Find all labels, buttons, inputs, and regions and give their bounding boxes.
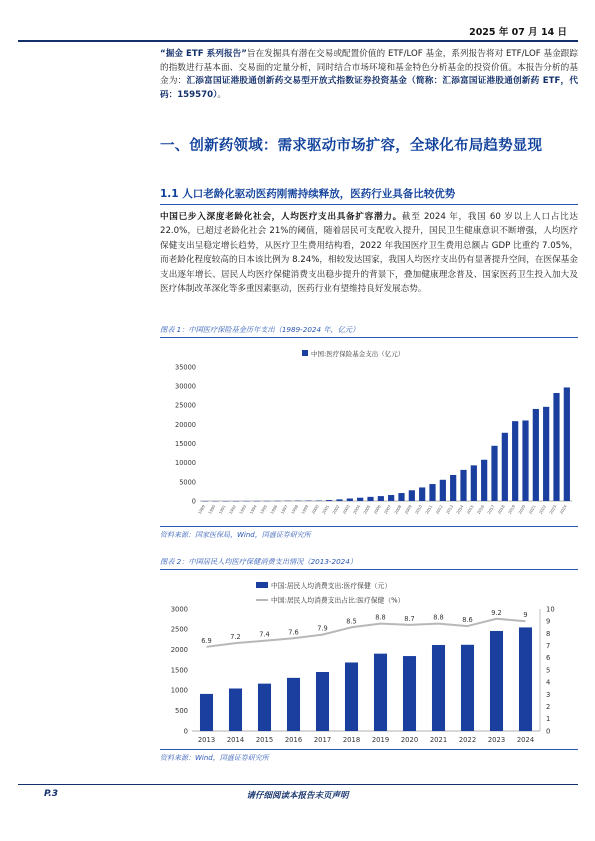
x-tick-label: 2004: [351, 504, 362, 515]
figure1-title: 图表 1：中国医疗保险基金历年支出（1989-2024 年，亿元）: [160, 325, 360, 334]
bar: [519, 627, 532, 731]
bar: [287, 678, 300, 731]
legend-swatch-bar: [256, 582, 268, 588]
x-tick-label: 2008: [393, 504, 403, 515]
y-left-tick-label: 1500: [170, 666, 188, 675]
intro-paragraph: [160, 48, 578, 102]
bar: [533, 409, 539, 501]
bar: [429, 484, 435, 501]
y-left-tick-label: 0: [183, 727, 188, 736]
x-tick-label: 2021: [429, 736, 448, 744]
y-tick-label: 5000: [179, 478, 196, 487]
intro-text: 旨在发掘具有潜在交易或配置价值的 ETF/LOF 基金，系列报告将对 ETF/LOF 基金跟踪的指数进行基本面、交易面的定量分析，同时结合市场环境和基金特色分析基金的投资价值。本报告分析的基金为：: [160, 49, 578, 87]
y-right-tick-label: 5: [546, 666, 551, 675]
data-label: 7.6: [288, 628, 299, 637]
data-label: 6.9: [201, 636, 212, 645]
y-tick-label: 35000: [175, 363, 196, 372]
subsection-title: 1.1 人口老龄化驱动医药刚需持续释放，医药行业具备比较优势: [160, 188, 456, 200]
x-tick-label: 2023: [487, 736, 506, 744]
x-tick-label: 2007: [382, 504, 393, 515]
header-rule: [18, 40, 578, 42]
bar: [229, 689, 242, 731]
y-tick-label: 10000: [175, 459, 196, 468]
figure1-rule: [160, 337, 578, 338]
data-label: 7.9: [317, 624, 328, 633]
bar: [553, 393, 559, 501]
body-lead: 中国已步入深度老龄化社会，人均医疗支出具备扩容潜力。: [160, 212, 402, 222]
bar: [258, 684, 271, 731]
bar: [490, 631, 503, 731]
body-text: 截至 2024 年，我国 60 岁以上人口占比达 22.0%，已超过老龄化社会 21%的阈值，随着居民可支配收入提升，国民卫生健康意识不断增强，人均医疗保健支出呈稳定增长趋势，从医疗卫生费用结构看，2022 年我国医疗卫生费用总额占 GDP 比重约 7.05%，而老龄化程度较高的日本该比例为 8.24%，相较发达国家，我国人均医疗支出仍有显著提升空间，在医保基金支出逐年增长、居民人均医疗保健消费支出稳步提升的背景下，叠加健康理念普及、国家医药卫生投入加大及医疗体制改革深化等多重因素驱动，医药行业有望维持良好发展态势。: [160, 212, 578, 295]
x-tick-label: 2009: [403, 504, 413, 515]
x-tick-label: 2020: [400, 736, 419, 744]
bar: [374, 654, 387, 731]
x-tick-label: 2017: [486, 504, 496, 515]
x-tick-label: 2018: [342, 736, 361, 744]
x-tick-label: 2000: [310, 504, 320, 515]
bar: [491, 446, 497, 501]
legend-label-bar: 中国:居民人均消费支出:医疗保健（元）: [271, 582, 392, 590]
x-tick-label: 1994: [248, 504, 258, 515]
bar: [200, 694, 213, 731]
y-right-tick-label: 2: [546, 703, 551, 711]
bar: [398, 493, 404, 501]
legend-swatch: [302, 350, 308, 356]
x-tick-label: 2013: [197, 736, 216, 744]
x-tick-label: 2022: [537, 504, 548, 515]
data-label: 7.2: [230, 633, 241, 642]
bar: [440, 480, 446, 501]
x-tick-label: 1997: [279, 504, 289, 515]
x-tick-label: 2022: [458, 736, 477, 744]
y-tick-label: 20000: [175, 420, 196, 429]
section-title: 一、创新药领域：需求驱动市场扩容，全球化布局趋势显现: [160, 138, 543, 154]
data-label: 8.8: [433, 613, 444, 622]
x-tick-label: 1993: [238, 504, 248, 515]
y-left-tick-label: 2000: [170, 646, 188, 655]
x-tick-label: 2019: [371, 736, 390, 744]
x-tick-label: 2013: [444, 504, 455, 515]
y-right-tick-label: 3: [546, 690, 551, 699]
figure2-title: 图表 2：中国居民人均医疗保健消费支出情况（2013-2024）: [160, 557, 357, 566]
bar: [367, 497, 373, 501]
y-tick-label: 15000: [175, 439, 196, 448]
y-left-tick-label: 1000: [170, 686, 188, 695]
x-tick-label: 2012: [434, 504, 444, 515]
figure1-bottom-rule: [160, 526, 578, 527]
bar: [564, 387, 570, 501]
x-tick-label: 2018: [496, 504, 506, 515]
x-tick-label: 2016: [284, 736, 303, 744]
figure1-chart: [160, 341, 578, 526]
bar: [336, 499, 342, 501]
x-tick-label: 2015: [255, 736, 274, 744]
y-left-tick-label: 500: [175, 707, 188, 716]
x-tick-label: 1996: [269, 504, 279, 515]
x-tick-label: 1999: [300, 504, 310, 515]
bar: [481, 460, 487, 501]
series-line: [207, 619, 526, 647]
x-tick-label: 2019: [506, 504, 517, 515]
x-tick-label: 1998: [289, 504, 300, 515]
legend-label: 中国:医疗保险基金支出（亿元）: [311, 350, 405, 358]
bar: [419, 487, 425, 501]
x-tick-label: 1991: [217, 504, 227, 515]
bar: [403, 656, 416, 731]
figure2-chart: [160, 573, 578, 749]
body-paragraph: [160, 210, 578, 296]
data-label: 8.8: [375, 613, 386, 622]
bar: [450, 475, 456, 501]
x-tick-label: 2024: [516, 736, 535, 744]
x-tick-label: 2021: [527, 504, 537, 515]
x-tick-label: 2024: [558, 504, 568, 515]
x-tick-label: 2017: [313, 736, 332, 744]
bar: [512, 421, 518, 501]
y-left-tick-label: 2500: [170, 625, 188, 634]
bar: [522, 420, 528, 501]
y-right-tick-label: 8: [546, 629, 551, 638]
bar: [543, 407, 549, 501]
x-tick-label: 2010: [413, 504, 424, 515]
figure2-bottom-rule: [160, 749, 578, 750]
x-tick-label: 2005: [362, 504, 372, 515]
subsection-rule: [160, 204, 578, 205]
bar: [502, 433, 508, 501]
x-tick-label: 2014: [455, 504, 465, 515]
figure2-rule: [160, 569, 578, 570]
intro-tail: 。: [217, 89, 226, 100]
x-tick-label: 2001: [320, 504, 331, 515]
x-tick-label: 2006: [372, 504, 382, 515]
y-tick-label: 30000: [175, 382, 196, 391]
bar: [347, 499, 353, 501]
data-label: 8.6: [462, 616, 473, 625]
y-right-tick-label: 1: [546, 715, 551, 724]
x-tick-label: 2023: [548, 504, 558, 515]
y-left-tick-label: 3000: [170, 605, 188, 614]
bar: [316, 672, 329, 731]
y-tick-label: 0: [191, 497, 196, 506]
data-label: 8.5: [346, 617, 357, 626]
data-label: 9: [523, 611, 528, 620]
y-right-tick-label: 4: [546, 678, 551, 687]
x-tick-label: 2016: [475, 504, 486, 515]
footer-rule: [18, 784, 578, 785]
bar: [378, 496, 384, 501]
bar: [326, 500, 332, 501]
page-number: P.3: [44, 789, 58, 799]
bar: [461, 645, 474, 731]
x-tick-label: 2003: [341, 504, 351, 515]
x-tick-label: 2014: [226, 736, 245, 744]
x-tick-label: 1989: [196, 504, 207, 515]
bar: [460, 470, 466, 501]
x-tick-label: 1992: [227, 504, 238, 515]
x-tick-label: 2002: [331, 504, 341, 515]
figure1-source: 资料来源：国家医保局，Wind，国盛证券研究所: [160, 531, 311, 539]
fund-name: 汇添富国证港股通创新药交易型开放式指数证券投资基金（简称：汇添富国证港股通创新药 ETF，代码：159570）: [160, 76, 578, 100]
footer-disclaimer: 请仔细阅读本报告末页声明: [246, 791, 349, 801]
y-tick-label: 25000: [175, 401, 196, 410]
y-right-tick-label: 10: [546, 605, 555, 614]
data-label: 7.4: [259, 630, 270, 639]
legend-label-line: 中国:居民人均消费支出占比:医疗保健（%）: [271, 596, 405, 605]
bar: [432, 645, 445, 731]
y-right-tick-label: 7: [546, 642, 551, 650]
data-label: 9.2: [491, 608, 502, 617]
x-tick-label: 1990: [207, 504, 217, 515]
figure2-source: 资料来源：Wind，国盛证券研究所: [160, 754, 269, 762]
x-tick-label: 2011: [424, 504, 434, 515]
bar: [409, 490, 415, 501]
bar: [345, 662, 358, 731]
x-tick-label: 1995: [258, 504, 269, 515]
bar: [388, 495, 394, 501]
report-date: 2025 年 07 月 14 日: [469, 27, 567, 38]
x-tick-label: 2020: [517, 504, 527, 515]
bar: [471, 465, 477, 501]
data-label: 8.7: [404, 614, 415, 623]
x-tick-label: 2015: [465, 504, 475, 515]
y-right-tick-label: 6: [546, 654, 551, 663]
y-right-tick-label: 9: [546, 617, 551, 626]
bar: [357, 498, 363, 501]
y-right-tick-label: 0: [546, 727, 551, 736]
series-name: “掘金 ETF 系列报告”: [160, 49, 247, 59]
